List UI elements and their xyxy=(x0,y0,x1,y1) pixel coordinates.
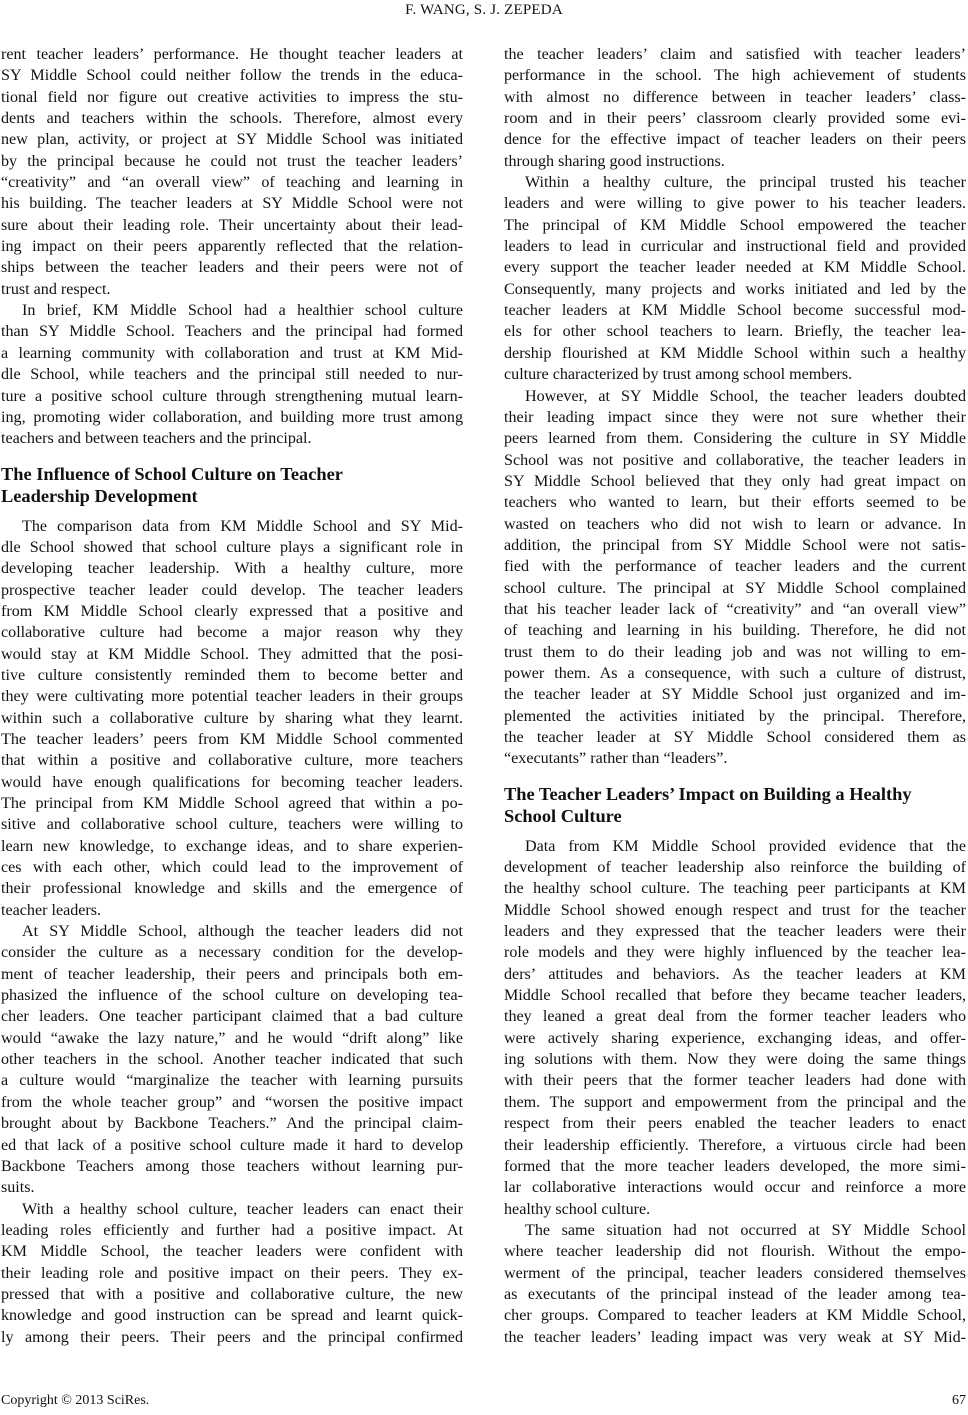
text-line: were actively sharing experience, exchanging ideas, and offer- xyxy=(504,1029,966,1047)
paragraph xyxy=(1,516,463,922)
text-line: “executants” rather than “leaders”. xyxy=(504,750,728,768)
running-head: F. WANG, S. J. ZEPEDA xyxy=(405,2,563,18)
text-line: The comparison data from KM Middle School and SY Mid- xyxy=(22,517,463,535)
text-line: formed that the more teacher leaders developed, the more simi- xyxy=(504,1157,966,1175)
text-line: that his teacher leader lack of “creativity” and “an overall view” xyxy=(504,600,966,618)
text-line: Backbone Teachers among those teachers without learning pur- xyxy=(1,1157,463,1175)
text-line: as executants of the principal instead of the leader among tea- xyxy=(504,1285,966,1303)
text-line: Data from KM Middle School provided evidence that the xyxy=(525,837,966,855)
text-line: would have enough qualifications for becoming teacher leaders. xyxy=(1,773,463,791)
text-line: that within a positive and collaborative culture, more teachers xyxy=(1,752,463,770)
text-line: would stay at KM Middle School. They admitted that the posi- xyxy=(1,645,463,663)
copyright-notice: Copyright © 2013 SciRes. xyxy=(1,1393,150,1408)
text-line: rent teacher leaders’ performance. He thought teacher leaders at xyxy=(1,46,463,63)
text-line: sitive and collaborative school culture, teachers were willing to xyxy=(1,816,463,834)
paragraph xyxy=(1,300,463,449)
text-line: healthy school culture. xyxy=(504,1200,651,1218)
heading-line: The Influence of School Culture on Teacher xyxy=(1,463,343,484)
text-line: they were cultivating more potential teacher leaders in their groups xyxy=(1,688,463,706)
text-line: At SY Middle School, although the teacher leaders did not xyxy=(22,923,463,941)
text-line: the teacher leader at SY Middle School considered them as xyxy=(504,729,966,746)
text-line: dents and teachers within the schools. Therefore, almost every xyxy=(1,110,463,128)
text-line: performance in the school. The high achievement of students xyxy=(504,67,966,85)
text-line: lar collaborative interactions would occur and reinforce a more xyxy=(504,1179,966,1197)
paragraph xyxy=(504,172,966,385)
text-line: plemented the activities initiated by the principal. Therefore, xyxy=(504,707,966,725)
text-line: werment of the principal, teacher leaders considered themselves xyxy=(504,1264,966,1282)
text-line: cher leaders. One teacher participant claimed that a bad culture xyxy=(1,1008,463,1026)
page-number: 67 xyxy=(952,1393,966,1408)
text-line: KM Middle School, the teacher leaders were confident with xyxy=(1,1243,463,1261)
text-line: with their peers that the former teacher leaders had done with xyxy=(504,1072,966,1090)
text-line: teachers who wanted to learn, but their efforts seemed to be xyxy=(504,494,966,512)
text-line: ed that lack of a positive school culture made it hard to develop xyxy=(1,1136,463,1154)
text-line: consider the culture as a necessary condition for the develop- xyxy=(1,944,463,962)
text-line: ment of teacher leadership, their peers and principals both em- xyxy=(1,965,463,983)
text-line: Middle School recalled that before they became teacher leaders, xyxy=(504,987,966,1005)
text-line: leading roles efficiently and further had a positive impact. At xyxy=(1,1221,463,1239)
text-line: power them. As a consequence, with such a culture of distrust, xyxy=(504,664,966,682)
paragraph xyxy=(504,386,966,770)
text-line: development of teacher leadership also reinforce the building of xyxy=(504,859,966,877)
text-line: would “awake the lazy nature,” and he would “drift along” like xyxy=(1,1029,463,1047)
text-line: cher groups. Compared to teacher leaders at KM Middle School, xyxy=(504,1307,966,1325)
text-line: The same situation had not occurred at SY Middle School xyxy=(525,1221,966,1239)
section-heading xyxy=(1,463,463,507)
text-line: the teacher leader at SY Middle School just organized and im- xyxy=(504,686,966,704)
text-line: phasized the influence of the school culture on developing tea- xyxy=(1,987,463,1005)
text-line: “creativity” and “an overall view” of teaching and learning in xyxy=(1,174,463,192)
text-line: dence for the effective impact of teacher leaders on their peers xyxy=(504,131,966,149)
text-line: brought about by Backbone Teachers.” And the principal claim- xyxy=(1,1115,463,1133)
text-line: dle School showed that school culture plays a significant role in xyxy=(1,538,463,556)
text-line: dership flourished at KM Middle School within such a healthy xyxy=(504,344,966,362)
text-line: The principal of KM Middle School empowered the teacher xyxy=(504,216,966,234)
text-line: SY Middle School could neither follow the trends in the educa- xyxy=(1,67,463,85)
text-line: their leading role and positive impact on their peers. They ex- xyxy=(1,1264,463,1282)
text-line: through sharing good instructions. xyxy=(504,152,725,170)
text-line: school culture. The principal at SY Middle School complained xyxy=(504,579,966,597)
text-line: every support the teacher leader needed at KM Middle School. xyxy=(504,259,966,277)
text-line: leaders and they expressed that the teacher leaders were their xyxy=(504,923,966,941)
heading-line: Leadership Development xyxy=(1,485,198,506)
paragraph xyxy=(504,44,966,172)
text-line: suits. xyxy=(1,1179,35,1197)
text-line: els for other school teachers to learn. Briefly, the teacher lea- xyxy=(504,323,966,341)
text-line: SY Middle School believed that they only had great impact on xyxy=(504,472,966,490)
text-line: their leading impact since they were not sure whether their xyxy=(504,408,966,426)
text-line: leaders to lead in curricular and instructional field and provided xyxy=(504,238,966,256)
text-line: where teacher leadership did not flourish. Without the empo- xyxy=(504,1243,966,1261)
text-line: ly among their peers. Their peers and the principal confirmed xyxy=(1,1328,463,1346)
text-line: Consequently, many projects and works initiated and led by the xyxy=(504,280,966,298)
text-line: developing teacher leadership. With a healthy culture, more xyxy=(1,560,463,578)
text-line: knowledge and good instruction can be spread and learnt quick- xyxy=(1,1307,463,1325)
text-line: ing, promoting wider collaboration, and building more trust among xyxy=(1,408,463,426)
text-line: role models and they were highly influenced by the teacher lea- xyxy=(504,944,966,962)
paragraph xyxy=(504,1220,966,1348)
text-line: by the principal because he could not trust the teacher leaders’ xyxy=(1,152,463,170)
heading-line: The Teacher Leaders’ Impact on Building a Healthy xyxy=(504,783,912,804)
text-line: ces with each other, which could lead to the improvement of xyxy=(1,859,463,877)
text-line: of teaching and learning in his building. Therefore, he did not xyxy=(504,622,966,640)
text-line: from the whole teacher group” and “worsen the positive impact xyxy=(1,1093,463,1111)
text-line: peers learned from them. Considering the culture in SY Middle xyxy=(504,430,966,448)
text-line: a learning community with collaboration and trust at KM Mid- xyxy=(1,344,463,362)
text-line: collaborative culture had become a major reason why they xyxy=(1,624,463,642)
text-line: School was not positive and collaborative, the teacher leaders in xyxy=(504,451,966,469)
text-line: Middle School showed enough respect and trust for the teacher xyxy=(504,901,966,919)
text-line: than SY Middle School. Teachers and the principal had formed xyxy=(1,323,463,341)
text-line: The principal from KM Middle School agreed that within a po- xyxy=(1,795,463,812)
text-line: ing impact on their peers apparently reflected that the relation- xyxy=(1,238,463,256)
text-line: the healthy school culture. The teaching peer participants at KM xyxy=(504,880,966,898)
section-heading xyxy=(504,783,966,827)
paragraph xyxy=(1,44,463,300)
right-column xyxy=(504,44,966,1348)
paragraph xyxy=(1,1199,463,1348)
text-line: With a healthy school culture, teacher leaders can enact their xyxy=(22,1200,463,1218)
text-line: their professional knowledge and skills and the emergence of xyxy=(1,880,463,898)
text-line: room and in their peers’ classroom clearly provided some evi- xyxy=(504,110,966,128)
text-line: ders’ attitudes and behaviors. As the teacher leaders at KM xyxy=(504,965,966,983)
text-line: addition, the principal from SY Middle School were not satis- xyxy=(504,536,966,554)
text-line: ships between the teacher leaders and their peers were not of xyxy=(1,259,463,277)
text-line: culture characterized by trust among school members. xyxy=(504,366,853,384)
text-line: tive culture consistently reminded them to become better and xyxy=(1,666,463,684)
text-line: his building. The teacher leaders at SY Middle School were not xyxy=(1,195,463,213)
text-line: teacher leaders at KM Middle School become successful mod- xyxy=(504,302,966,320)
text-line: they leaned a great deal from the former teacher leaders who xyxy=(504,1008,966,1026)
text-line: leaders and were willing to give power to his teacher leaders. xyxy=(504,195,966,213)
heading-line: School Culture xyxy=(504,805,622,826)
text-line: the teacher leaders’ leading impact was very weak at SY Mid- xyxy=(504,1328,966,1346)
text-line: teachers and between teachers and the principal. xyxy=(1,430,312,448)
text-line: The teacher leaders’ peers from KM Middle School commented xyxy=(1,730,463,748)
text-line: dle School, while teachers and the principal still needed to nur- xyxy=(1,366,463,384)
text-line: wasted on teachers who did not wish to learn or advance. In xyxy=(504,515,966,533)
text-line: sure about their leading role. Their uncertainty about their lead- xyxy=(1,216,463,234)
text-line: them. The support and empowerment from the principal and the xyxy=(504,1093,966,1111)
paragraph xyxy=(504,836,966,1220)
paragraph xyxy=(1,921,463,1198)
text-line: pressed that with a positive and collaborative culture, the new xyxy=(1,1285,463,1303)
text-line: learn new knowledge, to exchange ideas, and to share experien- xyxy=(1,837,463,855)
text-line: However, at SY Middle School, the teacher leaders doubted xyxy=(525,387,966,405)
text-line: from KM Middle School clearly expressed that a positive and xyxy=(1,602,463,620)
text-line: trust them to do their leading job and was not willing to em- xyxy=(504,643,966,661)
text-line: prospective teacher leader could develop. The teacher leaders xyxy=(1,581,463,599)
text-line: teacher leaders. xyxy=(1,901,102,919)
text-line: other teachers in the school. Another teacher indicated that such xyxy=(1,1051,463,1069)
text-line: fied with the performance of teacher leaders and the current xyxy=(504,558,966,576)
text-line: ture a positive school culture through strengthening mutual learn- xyxy=(1,387,463,405)
left-column xyxy=(1,44,463,1348)
text-line: ing solutions with them. Now they were doing the same things xyxy=(504,1051,966,1069)
text-line: respect from their peers enabled the teacher leaders to enact xyxy=(504,1115,966,1133)
text-line: within such a collaborative culture by sharing what they learnt. xyxy=(1,709,463,727)
text-line: In brief, KM Middle School had a healthier school culture xyxy=(22,302,463,320)
text-line: the teacher leaders’ claim and satisfied with teacher leaders’ xyxy=(504,46,966,63)
text-line: trust and respect. xyxy=(1,280,111,298)
text-line: their leadership efficiently. Therefore, a virtuous circle had been xyxy=(504,1136,966,1154)
text-line: Within a healthy culture, the principal trusted his teacher xyxy=(525,174,966,192)
text-line: a culture would “marginalize the teacher with learning pursuits xyxy=(1,1072,463,1090)
text-line: new plan, activity, or project at SY Middle School was initiated xyxy=(1,131,463,149)
text-line: with almost no difference between in teacher leaders’ class- xyxy=(504,88,966,106)
text-line: tional field nor figure out creative activities to impress the stu- xyxy=(1,88,463,106)
